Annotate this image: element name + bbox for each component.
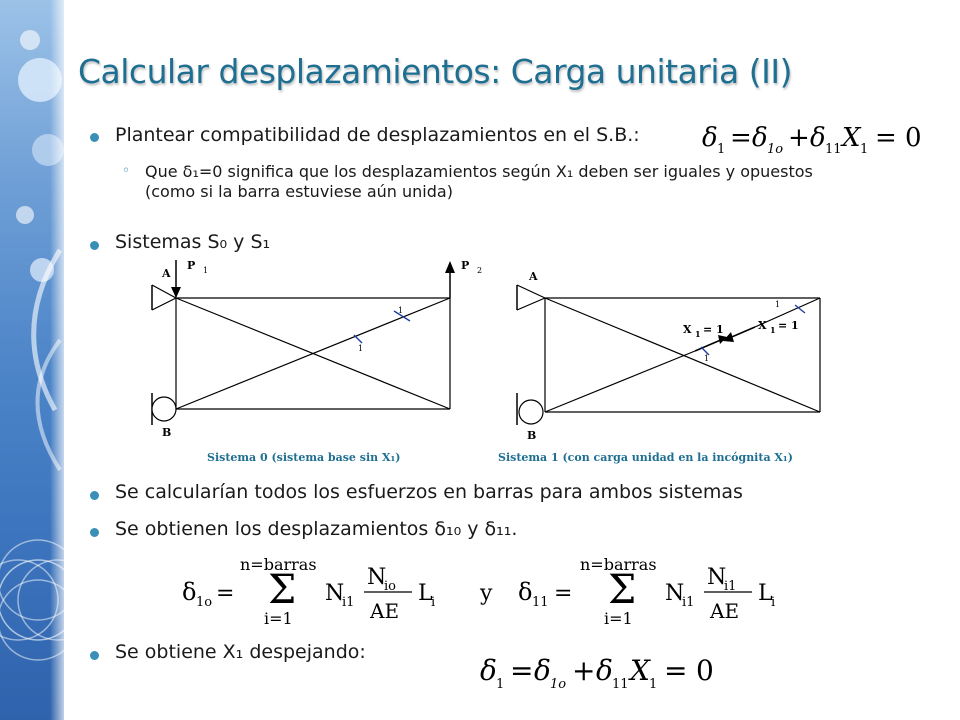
truss-diagram-system-0: [140, 255, 500, 445]
sum-top: n=barras: [240, 555, 317, 574]
svg-text:X: X: [630, 654, 650, 687]
svg-text:i1: i1: [342, 595, 355, 610]
unit-load-eq-b: = 1: [778, 319, 799, 332]
truss-diagram-system-1: [505, 255, 865, 445]
bullet-dot: [90, 528, 99, 537]
svg-text:δ: δ: [182, 578, 197, 606]
svg-text:=: =: [510, 654, 534, 687]
bullet-systems: Sistemas S₀ y S₁: [115, 231, 271, 253]
cut-mark-2: 1: [358, 344, 364, 353]
svg-text:N: N: [707, 565, 727, 590]
label-P1: P: [187, 259, 196, 272]
bullet-dot: [90, 651, 99, 660]
svg-text:=: =: [875, 123, 897, 153]
svg-text:δ: δ: [702, 123, 718, 153]
svg-text:+: +: [788, 123, 810, 153]
svg-text:1o: 1o: [767, 142, 784, 157]
svg-text:io: io: [384, 579, 396, 594]
unit-load-label-a: X: [683, 323, 692, 336]
label-P2-sub: 2: [477, 266, 483, 275]
label-P1-sub: 1: [203, 266, 209, 275]
svg-text:δ: δ: [518, 578, 533, 606]
svg-text:=: =: [216, 581, 235, 606]
compatibility-equation: [700, 116, 950, 160]
svg-text:i1: i1: [682, 595, 695, 610]
svg-text:Σ: Σ: [608, 567, 637, 613]
caption-system-0: Sistema 0 (sistema base sin X₁): [207, 451, 401, 464]
svg-text:i=1: i=1: [604, 609, 633, 628]
svg-text:i1: i1: [724, 579, 737, 594]
svg-text:L: L: [758, 581, 773, 606]
label-B: B: [162, 426, 172, 439]
label-A: A: [162, 267, 171, 280]
svg-text:=: =: [730, 123, 752, 153]
compatibility-equation-bottom: [478, 650, 738, 694]
bullet-dot: [90, 133, 99, 142]
svg-text:+: +: [572, 654, 596, 687]
connector-y: y: [480, 581, 493, 606]
svg-text:N: N: [325, 581, 345, 606]
cut-mark-1: 1: [775, 300, 781, 309]
svg-text:X: X: [842, 123, 861, 153]
bullet-displacements: Se obtienen los desplazamientos δ₁₀ y δ₁₁.: [115, 518, 518, 540]
sum-bottom: i=1: [264, 609, 293, 628]
unit-load-sub-b: 1: [770, 325, 776, 335]
label-B: B: [527, 429, 537, 442]
svg-text:1: 1: [860, 142, 869, 157]
svg-text:L: L: [418, 581, 433, 606]
svg-text:1: 1: [496, 677, 505, 692]
svg-text:=: =: [554, 581, 573, 606]
svg-text:1: 1: [649, 677, 658, 692]
sub-bullet-marker: ◦: [122, 163, 131, 179]
label-P2: P: [461, 259, 470, 272]
bullet-solve-x1: Se obtiene X₁ despejando:: [115, 641, 366, 663]
unit-load-label-b: X: [758, 319, 767, 332]
svg-text:AE: AE: [710, 599, 740, 623]
svg-text:i: i: [771, 595, 776, 610]
svg-text:n=barras: n=barras: [580, 555, 657, 574]
cut-mark-2: 1: [704, 354, 710, 363]
svg-text:i: i: [431, 595, 436, 610]
displacement-formulas: [180, 548, 800, 630]
svg-text:0: 0: [905, 123, 922, 153]
frac-den: AE: [370, 599, 400, 623]
svg-text:δ: δ: [596, 654, 613, 687]
svg-text:1o: 1o: [196, 595, 213, 610]
unit-load-sub-a: 1: [695, 329, 701, 339]
svg-text:11: 11: [532, 595, 549, 610]
bullet-dot: [90, 491, 99, 500]
sub-bullet-meaning: Que δ₁=0 significa que los desplazamientos según X₁ deben ser iguales y opuestos (como si la barra estuviese aún unida): [145, 162, 813, 201]
svg-text:δ: δ: [752, 123, 768, 153]
side-fade: [50, 0, 70, 720]
bullet-compatibility: Plantear compatibilidad de desplazamientos en el S.B.:: [115, 124, 640, 146]
svg-text:N: N: [665, 581, 685, 606]
svg-text:=: =: [664, 654, 688, 687]
svg-text:N: N: [367, 565, 387, 590]
svg-text:δ: δ: [534, 654, 551, 687]
svg-text:Σ: Σ: [268, 567, 297, 613]
bullet-forces: Se calcularían todos los esfuerzos en barras para ambos sistemas: [115, 481, 743, 503]
caption-system-1: Sistema 1 (con carga unidad en la incógnita X₁): [498, 451, 793, 464]
label-A: A: [529, 270, 538, 283]
svg-text:δ: δ: [480, 654, 497, 687]
svg-text:11: 11: [825, 142, 842, 157]
slide-title: Calcular desplazamientos: Carga unitaria (II): [78, 52, 792, 91]
bullet-dot: [90, 241, 99, 250]
unit-load-eq-a: = 1: [703, 323, 724, 336]
cut-mark-1: 1: [398, 306, 404, 315]
svg-text:0: 0: [696, 654, 714, 687]
svg-text:1o: 1o: [550, 677, 567, 692]
svg-text:11: 11: [612, 677, 629, 692]
svg-text:1: 1: [717, 142, 726, 157]
svg-text:δ: δ: [810, 123, 826, 153]
